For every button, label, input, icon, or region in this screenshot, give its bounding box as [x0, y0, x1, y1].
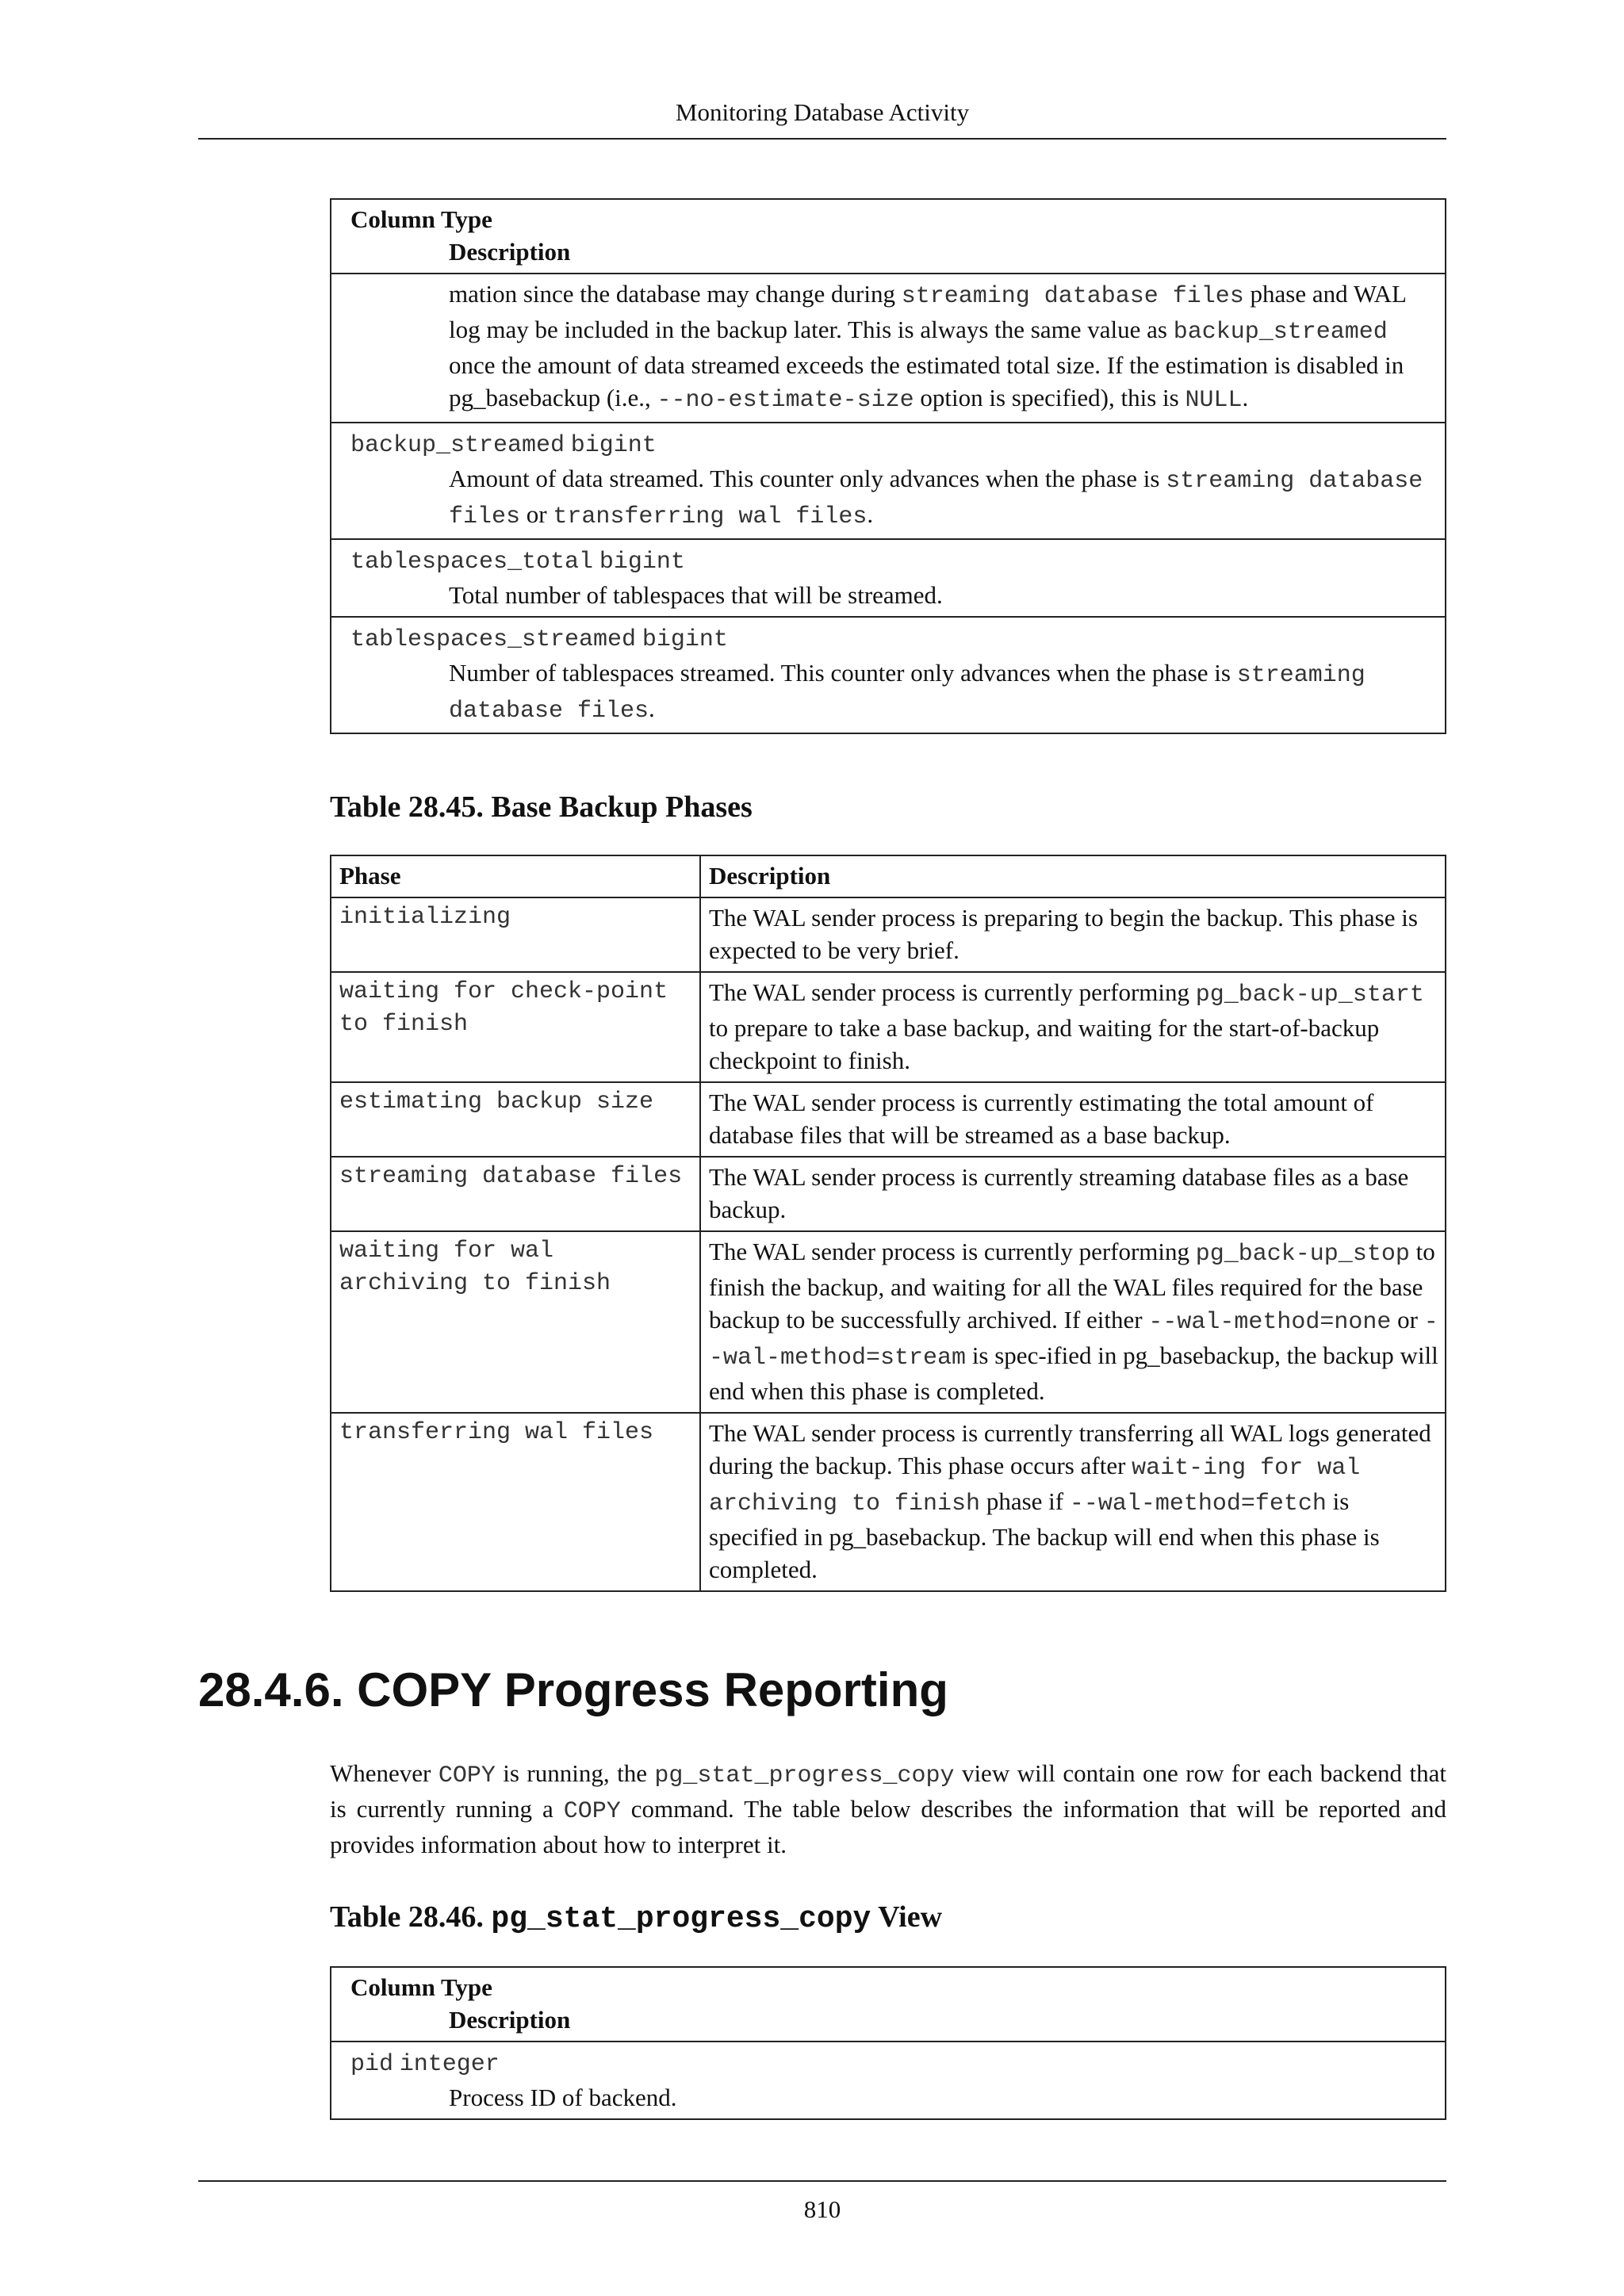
phase-description: The WAL sender process is currently streaming database files as a base backup. — [700, 1157, 1446, 1231]
table-row — [331, 423, 1446, 539]
column-type: integer — [399, 2051, 500, 2078]
base-backup-phases-table — [330, 855, 1446, 1592]
progress-copy-columns-table — [330, 1966, 1446, 2120]
table-row — [331, 897, 1446, 972]
table-row — [331, 1413, 1446, 1591]
phase-description: The WAL sender process is currently performing pg_back-up_start to prepare to take a base backup, and waiting for the start-of-backup checkpoint to finish. — [700, 972, 1446, 1082]
column-description: Amount of data streamed. This counter only advances when the phase is streaming database files or transferring wal files. — [449, 465, 1423, 530]
column-name: backup_streamed — [350, 432, 565, 459]
table-row — [331, 1082, 1446, 1157]
table-header-row — [331, 199, 1446, 274]
phase-description: The WAL sender process is currently transferring all WAL logs generated during the backup. This phase occurs after wait-ing for wal archiving to finish phase if --wal-method=fetch is specified in pg_basebackup. The backup will end when this phase is completed. — [700, 1413, 1446, 1591]
table-row — [331, 539, 1446, 617]
table-header-row — [331, 855, 1446, 897]
column-name: tablespaces_streamed — [350, 626, 637, 653]
header-phase: Phase — [331, 855, 700, 897]
column-name: tablespaces_total — [350, 549, 594, 576]
header-column-type: Column Type — [350, 205, 492, 233]
page-header — [198, 94, 1446, 140]
phase-name: waiting for wal archiving to finish — [331, 1231, 700, 1413]
column-type: bigint — [570, 432, 657, 459]
phase-name: waiting for check-point to finish — [331, 972, 700, 1082]
header-description: Description — [700, 855, 1446, 897]
column-description: Number of tablespaces streamed. This counter only advances when the phase is streaming database files. — [449, 659, 1365, 725]
header-description: Description — [449, 238, 571, 266]
table-row — [331, 1231, 1446, 1413]
column-description: Process ID of backend. — [449, 2084, 677, 2111]
table-row-continued — [331, 274, 1446, 423]
section-heading: 28.4.6. COPY Progress Reporting — [198, 1663, 948, 1716]
phase-description: The WAL sender process is currently estimating the total amount of database files that will be streamed as a base backup. — [700, 1082, 1446, 1157]
running-header-title: Monitoring Database Activity — [675, 98, 970, 126]
table-title-base-backup-phases: Table 28.45. Base Backup Phases — [330, 790, 753, 824]
table-header-row — [331, 1967, 1446, 2042]
phase-name: transferring wal files — [331, 1413, 700, 1591]
table-title-copy-view: Table 28.46. pg_stat_progress_copy View — [330, 1900, 943, 1936]
column-name: pid — [350, 2051, 394, 2078]
table-row — [331, 972, 1446, 1082]
column-description: Total number of tablespaces that will be streamed. — [449, 581, 943, 609]
phase-name: estimating backup size — [331, 1082, 700, 1157]
progress-basebackup-columns-table — [330, 198, 1446, 734]
continued-description: mation since the database may change during streaming database files phase and WAL log may be included in the backup later. This is always the same value as backup_streamed once the amount of data streamed exceeds the estimated total size. If the estimation is disabled in pg_basebackup (i.e., --no-estimate-size option is specified), this is NULL. — [449, 280, 1406, 414]
phase-description: The WAL sender process is currently performing pg_back-up_stop to finish the backup, and waiting for all the WAL files required for the base backup to be successfully archived. If either --wal-method=none or --wal-method=stream is spec-ified in pg_basebackup, the backup will end when this phase is completed. — [700, 1231, 1446, 1413]
page-number: 810 — [803, 2195, 841, 2223]
table-row — [331, 2042, 1446, 2119]
phase-name: initializing — [331, 897, 700, 972]
page-footer — [198, 2180, 1446, 2225]
section-paragraph: Whenever COPY is running, the pg_stat_progress_copy view will contain one row for each backend that is currently running a COPY command. The table below describes the information that will be reported and provides information about how to interpret it. — [330, 1759, 1446, 1858]
table-row — [331, 1157, 1446, 1231]
header-description: Description — [449, 2006, 571, 2034]
column-type: bigint — [599, 549, 685, 576]
table-row — [331, 617, 1446, 733]
column-type: bigint — [642, 626, 728, 653]
phase-description: The WAL sender process is preparing to begin the backup. This phase is expected to be very brief. — [700, 897, 1446, 972]
phase-name: streaming database files — [331, 1157, 700, 1231]
header-column-type: Column Type — [350, 1973, 492, 2001]
